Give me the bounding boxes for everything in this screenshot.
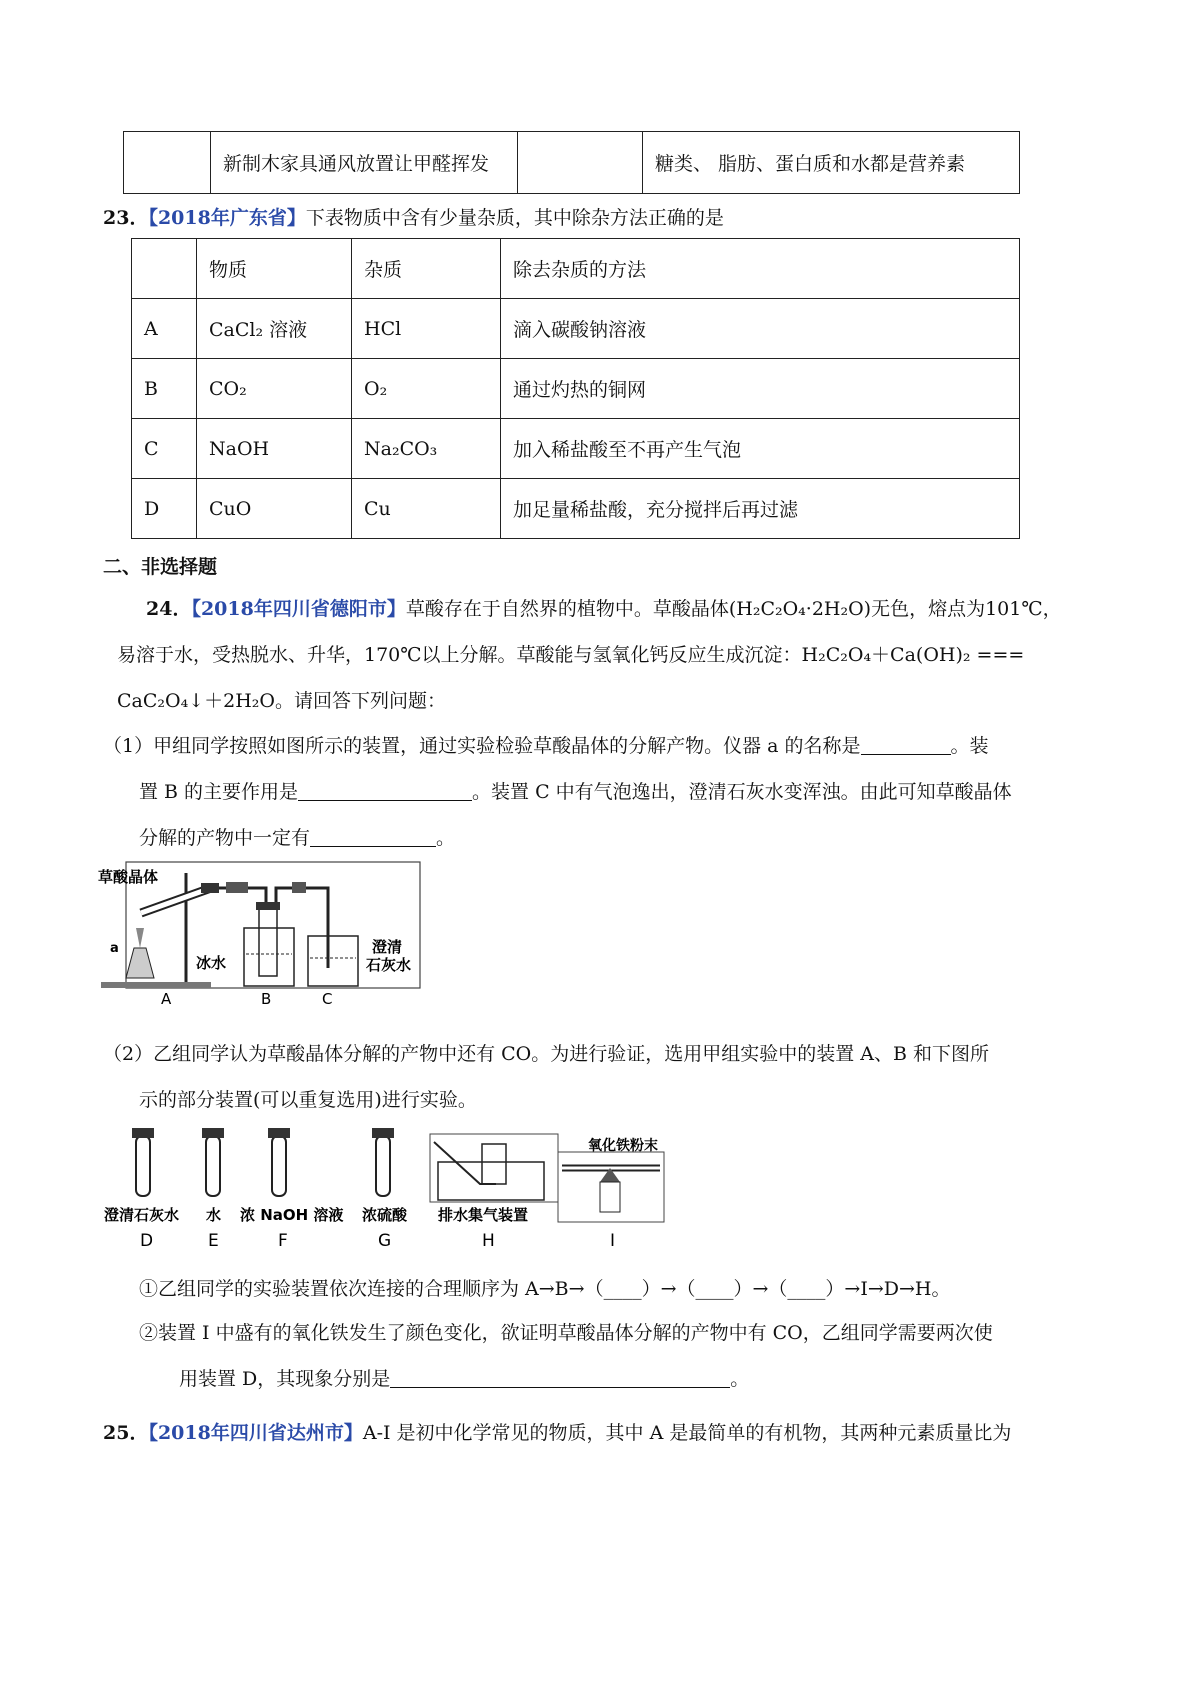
q24-line-1	[146, 594, 1062, 621]
u-tube-b	[259, 906, 277, 976]
q23-stem-text: 下表物质中含有少量杂质，其中除杂方法正确的是	[305, 207, 724, 229]
section-title: 二、非选择题	[103, 556, 218, 578]
answer-blank[interactable]	[861, 736, 951, 755]
label-limewater-1: 澄清	[372, 938, 403, 956]
q24-part1-line2	[139, 777, 1012, 804]
label-C: C	[322, 990, 333, 1006]
top-table-cell: 新制木家具通风放置让甲醛挥发	[211, 132, 518, 194]
q24-part1-line3	[139, 823, 455, 850]
table-row	[132, 419, 1020, 479]
label-gas-collect: 排水集气装置	[438, 1206, 529, 1224]
test-tube-d	[136, 1136, 150, 1196]
top-table-cell	[518, 132, 643, 194]
label-D: D	[140, 1231, 154, 1251]
label-water: 水	[206, 1206, 222, 1224]
option-cell: C	[132, 419, 197, 479]
label-B: B	[261, 990, 272, 1006]
q23-stem	[103, 203, 724, 230]
q24-part2	[103, 1035, 1023, 1125]
table-header-cell: 杂质	[352, 239, 501, 299]
top-table-cell	[124, 132, 211, 194]
label-crystal: 草酸晶体	[98, 868, 159, 886]
q24-sub2-text: 用装置 D，其现象分别是	[179, 1368, 391, 1390]
substance-cell: CaCl₂ 溶液	[197, 299, 352, 359]
label-E: E	[208, 1231, 219, 1251]
q24-line-2: 易溶于水，受热脱水、升华，170℃以上分解。草酸能与氢氧化钙反应生成沉淀：H₂C₂O₄＋Ca(OH)₂ ===	[117, 644, 1025, 666]
label-ice-water: 冰水	[196, 954, 227, 972]
test-tube-f	[272, 1136, 286, 1196]
stopper-f	[268, 1128, 290, 1138]
apparatus-figure-d-i	[100, 1122, 670, 1252]
label-F: F	[278, 1231, 288, 1251]
label-limewater-2: 石灰水	[366, 956, 412, 974]
stopper-e	[202, 1128, 224, 1138]
label-h2so4: 浓硫酸	[362, 1206, 408, 1224]
option-cell: B	[132, 359, 197, 419]
flame	[136, 928, 144, 948]
q24-sub1: ①乙组同学的实验装置依次连接的合理顺序为 A→B→（____）→（____）→（____）→I→D→H。	[139, 1278, 951, 1300]
test-tube-e	[206, 1136, 220, 1196]
table-row	[132, 299, 1020, 359]
q25-source: 【2018年四川省达州市】	[148, 1422, 363, 1444]
table-row	[132, 359, 1020, 419]
impurity-cell: Cu	[352, 479, 501, 539]
tube-clamp	[201, 883, 219, 893]
substance-cell: NaOH	[197, 419, 352, 479]
label-a: a	[110, 941, 119, 956]
beaker-c	[308, 936, 358, 986]
substance-cell: CuO	[197, 479, 352, 539]
q24-sub2-text: 。	[730, 1368, 750, 1390]
q25-number: 25．	[103, 1422, 149, 1444]
impurity-cell: HCl	[352, 299, 501, 359]
q24-part1-text: 。	[436, 827, 456, 849]
stopper-b	[256, 902, 280, 910]
method-cell: 通过灼热的铜网	[501, 359, 1020, 419]
q24-part1-text: （1）甲组同学按照如图所示的装置，通过实验检验草酸晶体的分解产物。仪器 a 的名称是	[103, 735, 861, 757]
label-G: G	[378, 1231, 392, 1251]
option-cell: A	[132, 299, 197, 359]
alcohol-lamp	[126, 948, 154, 978]
q24-text: 草酸存在于自然界的植物中。草酸晶体(H₂C₂O₄·2H₂O)无色，熔点为101℃，	[405, 598, 1062, 620]
q23-number: 23．	[103, 207, 149, 229]
answer-blank[interactable]	[298, 782, 472, 801]
q24-sub-questions	[103, 1270, 1023, 1400]
q23-source: 【2018年广东省】	[148, 207, 306, 229]
label-naoh: 浓 NaOH 溶液	[240, 1206, 344, 1224]
q24-source: 【2018年四川省德阳市】	[191, 598, 406, 620]
beaker-b	[244, 928, 294, 986]
stopper-g	[372, 1128, 394, 1138]
q24-sub2-line1: ②装置 I 中盛有的氧化铁发生了颜色变化，欲证明草酸晶体分解的产物中有 CO，乙组同学需要两次使	[139, 1322, 993, 1344]
substance-cell: CO₂	[197, 359, 352, 419]
table-header-cell: 物质	[197, 239, 352, 299]
q24-part2-line1: （2）乙组同学认为草酸晶体分解的产物中还有 CO。为进行验证，选用甲组实验中的装置 A、B 和下图所	[103, 1043, 990, 1065]
q24-line-3: CaC₂O₄↓＋2H₂O。请回答下列问题：	[117, 690, 446, 712]
method-cell: 加入稀盐酸至不再产生气泡	[501, 419, 1020, 479]
stand-base	[101, 982, 211, 988]
answer-blank[interactable]	[390, 1369, 730, 1388]
test-tube-g	[376, 1136, 390, 1196]
q24-part2-line2: 示的部分装置(可以重复选用)进行实验。	[139, 1089, 477, 1111]
option-cell: D	[132, 479, 197, 539]
delivery-tube-h	[434, 1142, 496, 1184]
q24-part1-text: 。装置 C 中有气泡逸出，澄清石灰水变浑浊。由此可知草酸晶体	[472, 781, 1012, 803]
pipe-joint	[226, 882, 248, 893]
water-trough	[438, 1162, 544, 1200]
table-header-cell	[132, 239, 197, 299]
q25-stem	[103, 1418, 1011, 1445]
table-row	[132, 239, 1020, 299]
pipe-joint	[292, 882, 306, 893]
stopper-d	[132, 1128, 154, 1138]
top-table	[123, 131, 1020, 194]
apparatus-figure-abc	[96, 858, 422, 1006]
impurity-cell: O₂	[352, 359, 501, 419]
q24-part1-text: 置 B 的主要作用是	[139, 781, 299, 803]
top-table-cell: 糖类、 脂肪、蛋白质和水都是营养素	[643, 132, 1020, 194]
apparatus-d-i-drawing	[100, 1122, 670, 1252]
q24-part1-text: 分解的产物中一定有	[139, 827, 311, 849]
reaction-tube-inner	[141, 888, 211, 913]
q25-text: A-I 是初中化学常见的物质，其中 A 是最简单的有机物，其两种元素质量比为	[362, 1422, 1012, 1444]
q24-number: 24．	[146, 598, 192, 620]
gas-jar	[482, 1144, 506, 1184]
label-fe2o3: 氧化铁粉末	[588, 1138, 658, 1154]
label-limewater: 澄清石灰水	[104, 1206, 180, 1224]
burner	[600, 1182, 620, 1212]
label-I: I	[610, 1231, 616, 1251]
q24-part1-line1	[103, 731, 989, 758]
q23-table	[131, 238, 1020, 539]
label-H: H	[482, 1231, 495, 1251]
q24-sub2-line2	[179, 1364, 749, 1391]
table-row	[132, 479, 1020, 539]
q24-part1-text: 。装	[950, 735, 989, 757]
method-cell: 加足量稀盐酸，充分搅拌后再过滤	[501, 479, 1020, 539]
table-header-cell: 除去杂质的方法	[501, 239, 1020, 299]
answer-blank[interactable]	[310, 828, 436, 847]
label-A: A	[161, 990, 172, 1006]
impurity-cell: Na₂CO₃	[352, 419, 501, 479]
method-cell: 滴入碳酸钠溶液	[501, 299, 1020, 359]
apparatus-abc-drawing	[96, 858, 422, 1006]
